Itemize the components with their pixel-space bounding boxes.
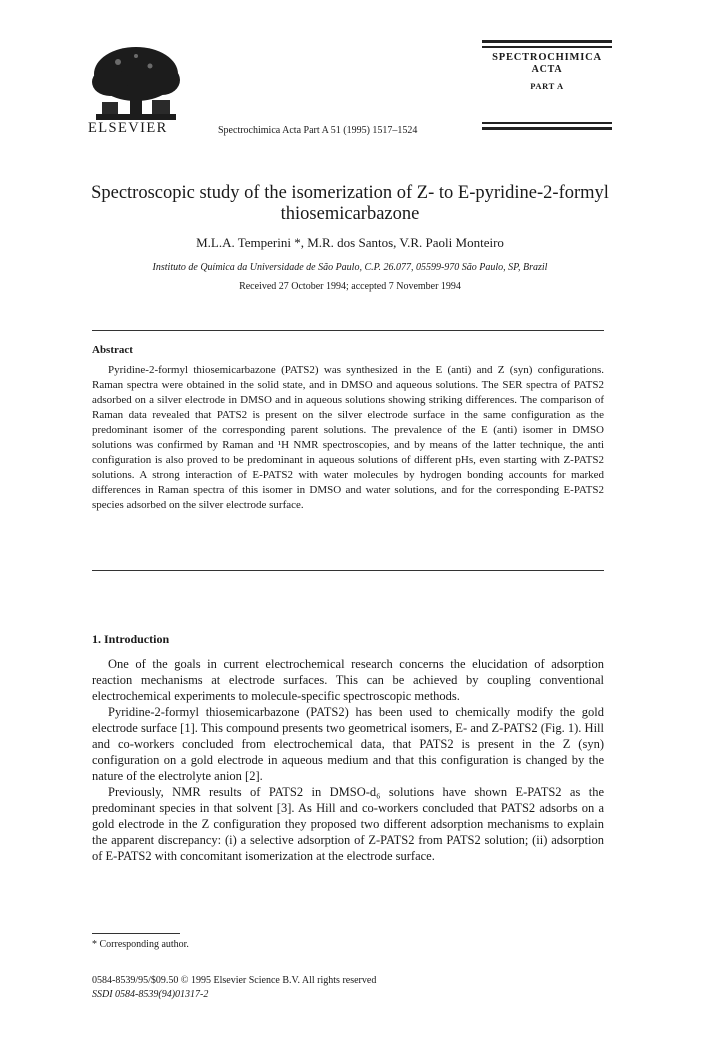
article-title [70, 183, 630, 225]
masthead-rule [482, 122, 612, 124]
section-heading: 1. Introduction [92, 632, 170, 646]
masthead-rule [482, 40, 612, 43]
affiliation: Instituto de Química da Universidade de São Paulo, C.P. 26.077, 05599-970 São Paulo, SP, Brazil [152, 262, 548, 273]
ssdi-line: SSDI 0584-8539(94)01317-2 [92, 989, 209, 1000]
copyright-line: 0584-8539/95/$09.50 © 1995 Elsevier Science B.V. All rights reserved [92, 975, 377, 986]
title-line-1: Spectroscopic study of the isomerization of Z- to E-pyridine-2-formyl [91, 183, 609, 203]
author-list: M.L.A. Temperini *, M.R. dos Santos, V.R. Paoli Monteiro [196, 235, 504, 250]
journal-part: PART A [530, 80, 564, 91]
paragraph: Previously, NMR results of PATS2 in DMSO-d₆ solutions have shown E-PATS2 as the predominant species in that solvent [3]. As Hill and co-workers concluded that PATS2 adsorbs on a gold electrode in the Z configuration they proposed two different adsorption mechanisms to explain the apparent discrepancy: (i) a selective adsorption of Z-PATS2 from PATS2 solution; (ii) adsorption of E-PATS2 with concomitant isomerization at the electrode surface. [92, 785, 604, 863]
title-line-2: thiosemicarbazone [280, 204, 420, 224]
abstract-heading: Abstract [92, 344, 133, 356]
received-dates: Received 27 October 1994; accepted 7 November 1994 [239, 281, 461, 292]
journal-masthead [482, 40, 612, 91]
paragraph: One of the goals in current electrochemical research concerns the elucidation of adsorption reaction mechanisms at electrode surfaces. This can be achieved by coupling conventional electrochemical experiments to molecule-specific spectroscopic methods. [92, 657, 604, 703]
copyright-block [92, 974, 376, 1002]
journal-name-sub: ACTA [531, 63, 563, 75]
masthead-bottom-rules [482, 122, 612, 133]
introduction-body [92, 652, 604, 864]
masthead-rule [482, 46, 612, 48]
journal-citation: Spectrochimica Acta Part A 51 (1995) 1517–1524 [218, 125, 418, 136]
footnote: * Corresponding author. [92, 939, 189, 950]
paragraph: Pyridine-2-formyl thiosemicarbazone (PATS2) has been used to chemically modify the gold electrode surface [1]. This compound presents two geometrical isomers, E- and Z-PATS2 (Fig. 1). Hill and co-workers concluded from electrochemical data, that PATS2 is present in the Z (syn) configuration on a gold electrode in aqueous medium and that this configuration is changed by the nature of the electrolyte anion [2]. [92, 705, 604, 783]
divider [92, 330, 604, 331]
abstract-text: Pyridine-2-formyl thiosemicarbazone (PATS2) was synthesized in the E (anti) and Z (syn) configurations. Raman spectra were obtained in the solid state, and in DMSO and aqueous solutions. The SER spectra of PATS2 adsorbed on a silver electrode in DMSO and in aqueous solutions showing striking differences. The comparison of Raman data revealed that PATS2 is present on the silver electrode surface in the same configuration as the predominant isomer of the corresponding parent solutions. The prevalence of the E (anti) isomer in DMSO solutions was confirmed by Raman and ¹H NMR spectroscopies, and by means of the latter technique, the anti configuration is also proved to be predominant in aqueous solutions of different pHs, even starting with Z-PATS2 solutions. A strong interaction of E-PATS2 with water molecules by hydrogen bonding accounts for marked differences in Raman spectra of this isomer in DMSO and water solutions, and for the corresponding E-PATS2 species adsorbed on the silver electrode surface. [92, 364, 604, 511]
publisher-name: ELSEVIER [88, 120, 168, 136]
divider [92, 570, 604, 571]
elsevier-tree-logo [88, 44, 184, 122]
masthead-rule [482, 127, 612, 130]
footnote-rule [92, 933, 180, 934]
journal-name: SPECTROCHIMICA [492, 51, 602, 63]
